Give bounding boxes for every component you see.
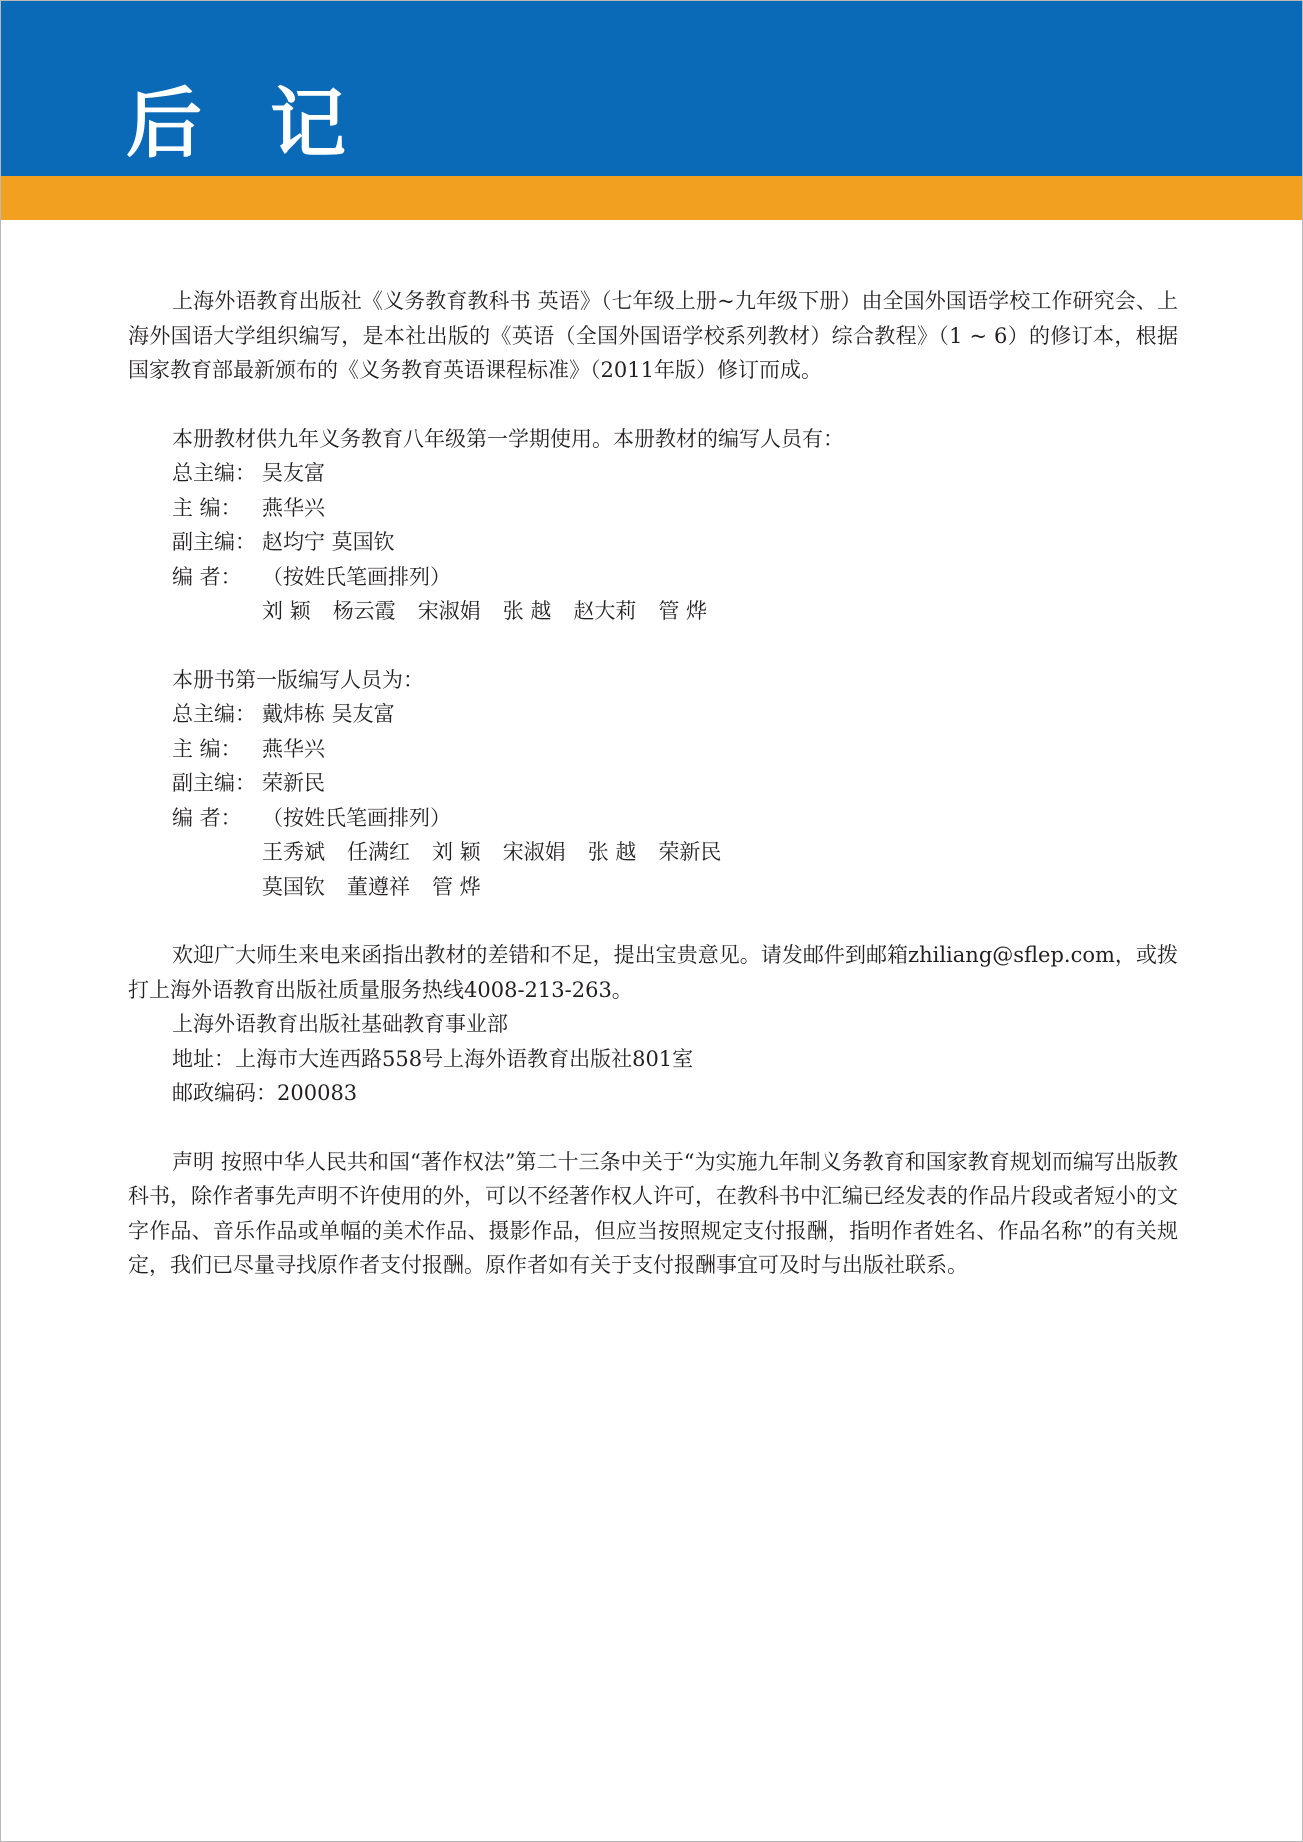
first-edition-heading: 本册书第一版编写人员为： bbox=[172, 667, 424, 692]
author-name: 刘 颖 bbox=[432, 840, 481, 864]
author-name: 管 烨 bbox=[658, 599, 708, 623]
chief-editor-label: 总主编： bbox=[172, 461, 256, 485]
author-name: 张 越 bbox=[587, 840, 637, 864]
afterword-body bbox=[128, 284, 1178, 1283]
author-name: 张 越 bbox=[502, 599, 552, 623]
author-name: 赵大莉 bbox=[573, 599, 637, 623]
copyright-statement: 声明 按照中华人民共和国“著作权法”第二十三条中关于“为实施九年制义务教育和国家教育规划而编写出版教科书，除作者事先声明不许使用的外，可以不经著作权人许可，在教科书中汇编已经发表的作品片段或者短小的文字作品、音乐作品或单幅的美术作品、摄影作品，但应当按照规定支付报酬，指明作者姓名、作品名称”的有关规定，我们已尽量寻找原作者支付报酬。原作者如有关于支付报酬事宜可及时与出版社联系。 bbox=[128, 1149, 1178, 1277]
first-editor-row bbox=[128, 732, 1178, 767]
first-chief-editor-row bbox=[128, 697, 1178, 732]
author-name: 刘 颖 bbox=[262, 599, 311, 623]
author-name: 宋淑娟 bbox=[502, 840, 566, 864]
first-deputy-editor-label: 副主编： bbox=[172, 771, 256, 795]
author-name: 管 烨 bbox=[432, 874, 481, 899]
current-edition-credits bbox=[128, 422, 1178, 629]
first-authors-names-row bbox=[128, 835, 1178, 870]
deputy-editor-value: 赵均宁 莫国钦 bbox=[262, 530, 395, 554]
first-deputy-editor-row bbox=[128, 766, 1178, 801]
first-chief-editor-label: 总主编： bbox=[172, 702, 256, 726]
editor-value: 燕华兴 bbox=[262, 495, 325, 520]
spacer bbox=[128, 388, 1178, 422]
first-authors-note: （按姓氏笔画排列） bbox=[262, 805, 451, 830]
editor-label: 主 编： bbox=[172, 495, 242, 520]
contact-info bbox=[128, 938, 1178, 1111]
author-name: 宋淑娟 bbox=[417, 599, 481, 623]
spacer bbox=[128, 1111, 1178, 1145]
first-authors-label: 编 者： bbox=[172, 805, 242, 830]
spacer bbox=[128, 629, 1178, 663]
publisher-postcode: 邮政编码：200083 bbox=[172, 1081, 358, 1105]
chief-editor-value: 吴友富 bbox=[262, 461, 325, 485]
first-authors-names-row bbox=[128, 870, 1178, 905]
publisher-department: 上海外语教育出版社基础教育事业部 bbox=[172, 1012, 508, 1036]
first-edition-credits bbox=[128, 663, 1178, 905]
first-chief-editor-value: 戴炜栋 吴友富 bbox=[262, 702, 395, 726]
author-name: 董遵祥 bbox=[347, 874, 410, 899]
author-name: 王秀斌 bbox=[262, 840, 325, 864]
intro-paragraph: 上海外语教育出版社《义务教育教科书 英语》（七年级上册~九年级下册）由全国外国语学校工作研究会、上海外国语大学组织编写，是本社出版的《英语（全国外国语学校系列教材）综合教程》（1 ~ 6）的修订本，根据国家教育部最新颁布的《义务教育英语课程标准》（2011年版）修订而成。 bbox=[128, 289, 1178, 382]
first-editor-label: 主 编： bbox=[172, 736, 242, 761]
authors-note: （按姓氏笔画排列） bbox=[262, 564, 451, 589]
author-name: 荣新民 bbox=[658, 840, 722, 864]
authors-label: 编 者： bbox=[172, 564, 242, 589]
deputy-editor-label: 副主编： bbox=[172, 530, 256, 554]
contact-paragraph: 欢迎广大师生来电来函指出教材的差错和不足，提出宝贵意见。请发邮件到邮箱zhiliang@sflep.com，或拨打上海外语教育出版社质量服务热线4008-213-263。 bbox=[128, 943, 1178, 1002]
chief-editor-row bbox=[128, 456, 1178, 491]
spacer bbox=[128, 904, 1178, 938]
author-name: 任满红 bbox=[347, 840, 410, 864]
editor-row bbox=[128, 491, 1178, 526]
page-title: 后记 bbox=[126, 79, 414, 168]
author-name: 杨云霞 bbox=[332, 599, 396, 623]
first-editor-value: 燕华兴 bbox=[262, 736, 325, 761]
publisher-address: 地址：上海市大连西路558号上海外语教育出版社801室 bbox=[172, 1046, 694, 1071]
authors-names-row bbox=[128, 594, 1178, 629]
authors-row bbox=[128, 560, 1178, 595]
first-deputy-editor-value: 荣新民 bbox=[262, 771, 325, 795]
deputy-editor-row bbox=[128, 525, 1178, 560]
current-edition-heading: 本册教材供九年义务教育八年级第一学期使用。本册教材的编写人员有： bbox=[172, 426, 844, 451]
author-name: 莫国钦 bbox=[262, 874, 325, 899]
accent-band bbox=[0, 176, 1303, 220]
first-authors-row bbox=[128, 801, 1178, 836]
